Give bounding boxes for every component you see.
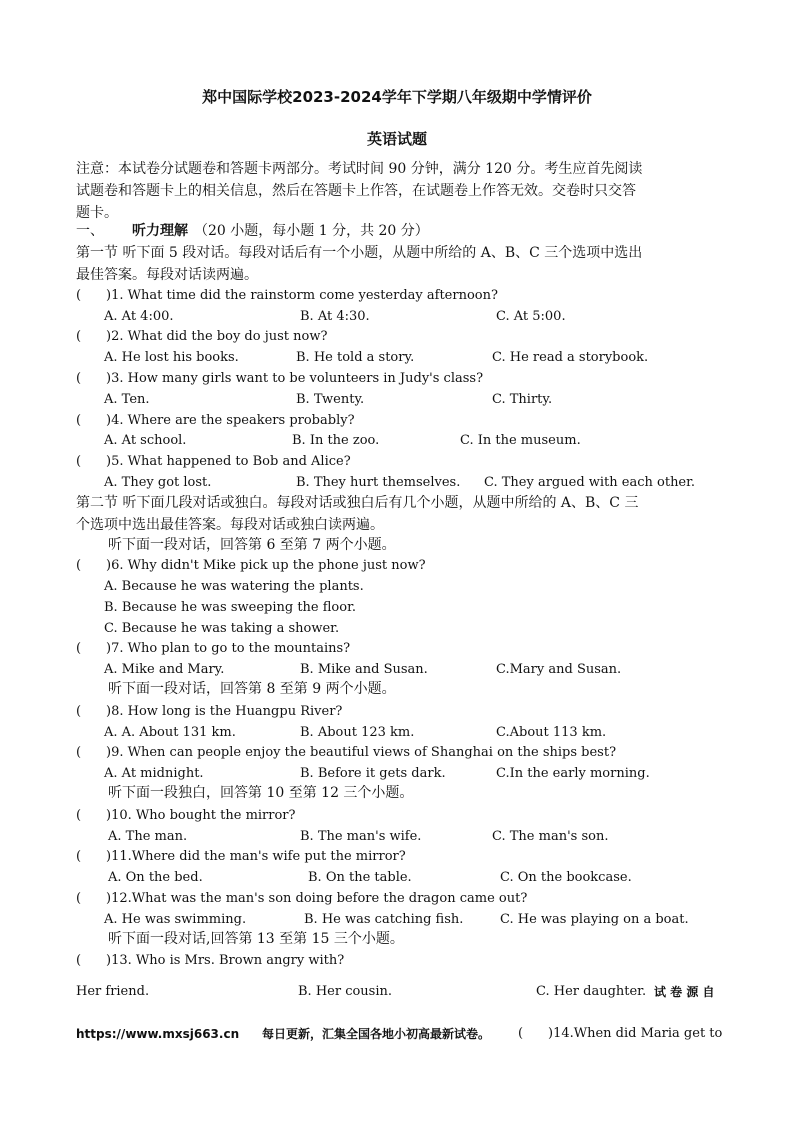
q4-option-a: A. At school. [104,433,187,448]
section2-line-1: 第二节 听下面几段对话或独白。每段对话或独白后有几个小题，从题中所给的 A、B、C 三 [76,495,639,511]
question-8: )8. How long is the Huangpu River? [106,704,343,719]
question-13: )13. Who is Mrs. Brown angry with? [106,953,345,968]
instruction-13-15: 听下面一段对话,回答第 13 至第 15 三个小题。 [108,931,404,947]
q8-option-b: B. About 123 km. [300,725,415,740]
q9-option-b: B. Before it gets dark. [300,766,446,781]
q3-option-b: B. Twenty. [296,392,365,407]
question-9: )9. When can people enjoy the beautiful views of Shanghai on the ships best? [106,745,617,760]
q5-option-a: A. They got lost. [104,475,212,490]
notice-line-3: 题卡。 [76,205,118,221]
part1-info: （20 小题，每小题 1 分，共 20 分） [194,223,429,239]
q10-option-a: A. The man. [108,829,188,844]
section1-line-2: 最佳答案。每段对话读两遍。 [76,267,258,283]
q11-option-b: B. On the table. [308,870,412,885]
q1-option-b: B. At 4:30. [300,309,370,324]
part1-title: 听力理解 [132,223,188,239]
q11-option-c: C. On the bookcase. [500,870,632,885]
instruction-6-7: 听下面一段对话，回答第 6 至第 7 两个小题。 [108,537,396,553]
answer-paren: ( [76,891,82,906]
q8-option-c: C.About 113 km. [496,725,607,740]
q9-option-c: C.In the early morning. [496,766,650,781]
q6-option-b: B. Because he was sweeping the floor. [104,600,357,615]
question-4: )4. Where are the speakers probably? [106,413,355,428]
q1-option-c: C. At 5:00. [496,309,566,324]
q5-option-c: C. They argued with each other. [484,475,696,490]
q5-option-b: B. They hurt themselves. [296,475,461,490]
answer-paren: ( [76,641,82,656]
q1-option-a: A. At 4:00. [104,309,174,324]
q12-option-b: B. He was catching fish. [304,912,464,927]
notice-line-2: 试题卷和答题卡上的相关信息，然后在答题卡上作答，在试题卷上作答无效。交卷时只交答 [76,183,636,199]
instruction-8-9: 听下面一段对话，回答第 8 至第 9 两个小题。 [108,681,396,697]
answer-paren: ( [518,1026,524,1041]
q7-option-a: A. Mike and Mary. [104,662,225,677]
q13-option-a: Her friend. [76,984,150,999]
answer-paren: ( [76,288,82,303]
answer-paren: ( [76,704,82,719]
footer-text: 每日更新，汇集全国各地小初高最新试卷。 [262,1027,491,1041]
q3-option-a: A. Ten. [104,392,150,407]
answer-paren: ( [76,413,82,428]
answer-paren: ( [76,745,82,760]
question-14-start: )14.When did Maria get to [548,1026,723,1041]
q2-option-b: B. He told a story. [296,350,415,365]
answer-paren: ( [76,953,82,968]
footer-url: https://www.mxsj663.cn [76,1027,240,1041]
question-2: )2. What did the boy do just now? [106,329,328,344]
q10-option-b: B. The man's wife. [300,829,422,844]
source-note: 试 卷 源 自 [654,985,715,999]
q4-option-c: C. In the museum. [460,433,581,448]
answer-paren: ( [76,454,82,469]
answer-paren: ( [76,558,82,573]
exam-title: 郑中国际学校2023-2024学年下学期八年级期中学情评价 [202,88,592,106]
question-11: )11.Where did the man's wife put the mirror? [106,849,406,864]
question-5: )5. What happened to Bob and Alice? [106,454,351,469]
q10-option-c: C. The man's son. [492,829,609,844]
q2-option-c: C. He read a storybook. [492,350,649,365]
q13-option-c: C. Her daughter. [536,984,647,999]
q3-option-c: C. Thirty. [492,392,553,407]
section1-line-1: 第一节 听下面 5 段对话。每段对话后有一个小题，从题中所给的 A、B、C 三个选项中选出 [76,245,643,261]
q11-option-a: A. On the bed. [108,870,203,885]
instruction-10-12: 听下面一段独白，回答第 10 至第 12 三个小题。 [108,785,414,801]
q7-option-b: B. Mike and Susan. [300,662,428,677]
part1-number: 一、 [76,223,104,239]
notice-line-1: 注意：本试卷分试题卷和答题卡两部分。考试时间 90 分钟，满分 120 分。考生应首先阅读 [76,161,643,177]
q7-option-c: C.Mary and Susan. [496,662,622,677]
answer-paren: ( [76,849,82,864]
answer-paren: ( [76,371,82,386]
q13-option-b: B. Her cousin. [298,984,393,999]
q12-option-c: C. He was playing on a boat. [500,912,689,927]
q8-option-a: A. A. About 131 km. [104,725,236,740]
exam-subtitle: 英语试题 [366,130,427,148]
question-3: )3. How many girls want to be volunteers in Judy's class? [106,371,484,386]
answer-paren: ( [76,808,82,823]
question-1: )1. What time did the rainstorm come yesterday afternoon? [106,288,498,303]
answer-paren: ( [76,329,82,344]
question-6: )6. Why didn't Mike pick up the phone just now? [106,558,426,573]
section2-line-2: 个选项中选出最佳答案。每段对话或独白读两遍。 [76,517,384,533]
question-10: )10. Who bought the mirror? [106,808,296,823]
q9-option-a: A. At midnight. [104,766,204,781]
q4-option-b: B. In the zoo. [292,433,380,448]
q2-option-a: A. He lost his books. [104,350,239,365]
question-7: )7. Who plan to go to the mountains? [106,641,351,656]
q6-option-c: C. Because he was taking a shower. [104,621,340,636]
q12-option-a: A. He was swimming. [104,912,247,927]
question-12: )12.What was the man's son doing before the dragon came out? [106,891,528,906]
q6-option-a: A. Because he was watering the plants. [104,579,364,594]
